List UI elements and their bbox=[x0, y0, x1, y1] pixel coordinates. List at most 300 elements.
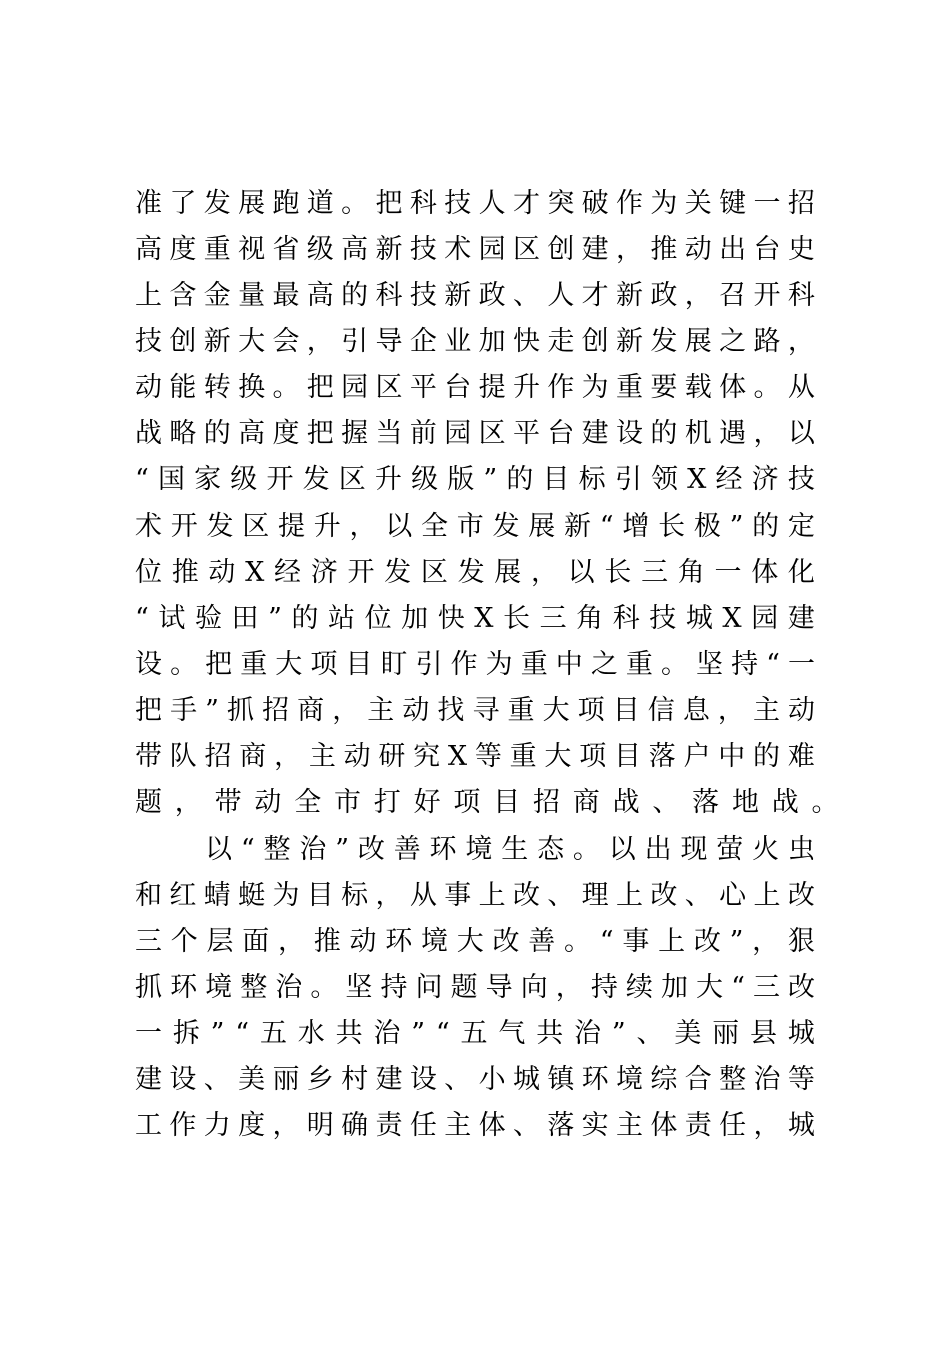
text-glyph: 把 bbox=[135, 695, 162, 727]
text-glyph: 科 bbox=[375, 279, 403, 311]
text-glyph: ， bbox=[272, 1110, 300, 1142]
text-glyph: 改 bbox=[787, 879, 815, 911]
text-glyph: 续 bbox=[625, 971, 653, 1003]
text-glyph: 技 bbox=[444, 187, 472, 219]
text-glyph: 展 bbox=[238, 187, 266, 219]
text-glyph: 项 bbox=[577, 695, 605, 727]
text-glyph: 主 bbox=[444, 1110, 472, 1142]
text-glyph: 三 bbox=[539, 602, 567, 634]
text-glyph: 以 bbox=[385, 510, 413, 542]
text-line bbox=[135, 549, 815, 595]
text-glyph: 红 bbox=[169, 879, 197, 911]
text-glyph: 火 bbox=[752, 833, 780, 865]
text-glyph: 美 bbox=[238, 1064, 266, 1096]
document-body bbox=[135, 180, 839, 1149]
text-glyph: 招 bbox=[532, 787, 560, 819]
text-glyph: 地 bbox=[731, 787, 759, 819]
text-glyph: 改 bbox=[357, 833, 385, 865]
text-glyph: 路 bbox=[753, 325, 781, 357]
text-glyph: 升 bbox=[313, 510, 341, 542]
text-glyph: 的 bbox=[203, 418, 231, 450]
text-glyph: 上 bbox=[478, 879, 506, 911]
text-glyph: 、 bbox=[547, 879, 575, 911]
text-glyph: 能 bbox=[169, 372, 197, 404]
text-glyph: 新 bbox=[203, 325, 231, 357]
text-glyph: 。 bbox=[811, 787, 839, 819]
text-glyph: 视 bbox=[238, 233, 266, 265]
text-glyph: 责 bbox=[684, 1110, 712, 1142]
text-glyph: 设 bbox=[616, 418, 644, 450]
text-glyph: 五 bbox=[460, 1018, 488, 1050]
text-glyph: “ bbox=[731, 971, 745, 1003]
text-glyph: 。 bbox=[660, 648, 688, 680]
text-glyph: 重 bbox=[507, 695, 535, 727]
text-glyph: 市 bbox=[456, 510, 484, 542]
text-glyph: 动 bbox=[343, 741, 371, 773]
text-glyph: 高 bbox=[306, 279, 334, 311]
text-glyph: 全 bbox=[421, 510, 448, 542]
text-glyph: 验 bbox=[194, 602, 222, 634]
text-glyph: 抓 bbox=[227, 695, 254, 727]
text-glyph: 术 bbox=[444, 233, 472, 265]
text-glyph: 目 bbox=[306, 879, 334, 911]
text-glyph: 载 bbox=[684, 372, 712, 404]
text-glyph: ， bbox=[278, 925, 305, 957]
text-glyph: 体 bbox=[650, 1110, 678, 1142]
text-glyph: 动 bbox=[254, 787, 282, 819]
text-glyph: 建 bbox=[375, 1064, 403, 1096]
text-glyph: 面 bbox=[242, 925, 270, 957]
text-glyph: 、 bbox=[203, 1064, 231, 1096]
text-glyph: 。 bbox=[170, 648, 198, 680]
text-glyph: 坚 bbox=[345, 971, 373, 1003]
text-glyph: 态 bbox=[537, 833, 565, 865]
text-glyph: 三 bbox=[641, 556, 669, 588]
text-glyph: 治 bbox=[574, 1018, 602, 1050]
text-glyph: 目 bbox=[345, 648, 373, 680]
text-glyph: 济 bbox=[310, 556, 338, 588]
text-glyph: X bbox=[447, 741, 468, 773]
text-glyph: 招 bbox=[262, 695, 290, 727]
text-glyph: 一 bbox=[714, 556, 742, 588]
text-glyph: 高 bbox=[341, 233, 369, 265]
text-glyph: 中 bbox=[718, 741, 746, 773]
text-glyph: 升 bbox=[374, 464, 402, 496]
paragraph-last-line bbox=[135, 780, 839, 826]
text-glyph: ” bbox=[335, 833, 349, 865]
text-glyph: 落 bbox=[692, 787, 720, 819]
text-glyph: 破 bbox=[581, 187, 609, 219]
text-glyph: “ bbox=[135, 602, 149, 634]
text-glyph: 握 bbox=[341, 418, 369, 450]
text-glyph: 加 bbox=[401, 602, 429, 634]
text-glyph: 五 bbox=[259, 1018, 287, 1050]
text-glyph: 动 bbox=[349, 925, 377, 957]
text-glyph: 会 bbox=[272, 325, 300, 357]
text-glyph: 项 bbox=[579, 741, 607, 773]
text-glyph: 当 bbox=[375, 418, 403, 450]
text-glyph: 动 bbox=[788, 695, 815, 727]
text-glyph: 度 bbox=[272, 418, 300, 450]
text-glyph: 定 bbox=[787, 510, 815, 542]
text-glyph: 环 bbox=[429, 833, 457, 865]
text-glyph: 开 bbox=[347, 556, 375, 588]
text-glyph: 全 bbox=[294, 787, 322, 819]
text-glyph: 题 bbox=[135, 787, 162, 819]
text-glyph: 抓 bbox=[135, 971, 162, 1003]
text-glyph: 找 bbox=[437, 695, 465, 727]
text-glyph: 等 bbox=[787, 1064, 815, 1096]
text-glyph: 盯 bbox=[380, 648, 408, 680]
text-glyph: 实 bbox=[581, 1110, 609, 1142]
text-glyph: 快 bbox=[512, 325, 540, 357]
text-glyph: 展 bbox=[684, 325, 712, 357]
text-glyph: 化 bbox=[787, 556, 815, 588]
text-glyph: 重 bbox=[509, 741, 537, 773]
text-glyph: 科 bbox=[409, 187, 437, 219]
text-glyph: 的 bbox=[650, 418, 678, 450]
text-glyph: 蜻 bbox=[203, 879, 231, 911]
text-glyph: 落 bbox=[547, 1110, 575, 1142]
text-glyph: ， bbox=[752, 925, 780, 957]
text-glyph: 区 bbox=[512, 233, 540, 265]
text-glyph: 的 bbox=[752, 510, 780, 542]
text-glyph: 为 bbox=[581, 372, 609, 404]
text-glyph: 境 bbox=[421, 925, 448, 957]
text-glyph: “ bbox=[599, 925, 614, 957]
text-glyph: 为 bbox=[485, 648, 513, 680]
text-glyph: 的 bbox=[506, 464, 534, 496]
text-glyph: 平 bbox=[512, 418, 540, 450]
text-glyph: 、 bbox=[652, 787, 680, 819]
text-glyph: 、 bbox=[444, 1064, 472, 1096]
text-glyph: 拆 bbox=[172, 1018, 200, 1050]
text-glyph: 出 bbox=[644, 833, 672, 865]
text-glyph: 引 bbox=[415, 648, 443, 680]
text-glyph: 园 bbox=[478, 233, 506, 265]
text-glyph: 大 bbox=[544, 741, 572, 773]
text-glyph: 要 bbox=[650, 372, 678, 404]
text-glyph: 工 bbox=[135, 1110, 162, 1142]
text-glyph: 城 bbox=[787, 1110, 815, 1142]
text-glyph: ” bbox=[268, 602, 282, 634]
text-glyph: 上 bbox=[658, 925, 686, 957]
text-glyph: 加 bbox=[660, 971, 688, 1003]
text-glyph: 政 bbox=[478, 279, 506, 311]
text-glyph: 新 bbox=[375, 233, 403, 265]
text-glyph: 金 bbox=[203, 279, 231, 311]
text-glyph: 任 bbox=[719, 1110, 747, 1142]
text-glyph: 商 bbox=[297, 695, 325, 727]
text-glyph: 把 bbox=[205, 648, 233, 680]
text-glyph: 。 bbox=[564, 925, 591, 957]
text-glyph: 责 bbox=[375, 1110, 403, 1142]
text-glyph: 重 bbox=[520, 648, 548, 680]
text-glyph: 村 bbox=[341, 1064, 369, 1096]
text-glyph: 跑 bbox=[272, 187, 300, 219]
text-glyph: 、 bbox=[512, 279, 540, 311]
text-glyph: 台 bbox=[547, 418, 575, 450]
text-glyph: 展 bbox=[528, 510, 556, 542]
text-glyph: 坚 bbox=[696, 648, 723, 680]
text-glyph: 济 bbox=[751, 464, 779, 496]
text-glyph: 提 bbox=[478, 372, 506, 404]
text-glyph: 上 bbox=[135, 279, 162, 311]
text-glyph: 动 bbox=[402, 695, 430, 727]
text-glyph: 园 bbox=[341, 372, 369, 404]
text-glyph: 共 bbox=[536, 1018, 564, 1050]
text-glyph: 上 bbox=[753, 879, 781, 911]
text-glyph: 标 bbox=[578, 464, 606, 496]
text-glyph: 展 bbox=[494, 556, 522, 588]
text-glyph: 级 bbox=[306, 233, 334, 265]
text-glyph: 发 bbox=[203, 187, 231, 219]
text-glyph: 动 bbox=[684, 233, 712, 265]
text-glyph: 位 bbox=[364, 602, 392, 634]
text-glyph: 道 bbox=[306, 187, 334, 219]
text-glyph: 的 bbox=[291, 602, 319, 634]
text-glyph: 、 bbox=[512, 1110, 540, 1142]
text-glyph: “ bbox=[240, 833, 255, 865]
text-glyph: ， bbox=[753, 418, 781, 450]
text-glyph: 国 bbox=[157, 464, 185, 496]
text-glyph: ， bbox=[787, 325, 815, 357]
text-glyph: 创 bbox=[547, 233, 575, 265]
text-glyph: 上 bbox=[616, 879, 644, 911]
text-glyph: 三 bbox=[752, 971, 780, 1003]
text-glyph: 建 bbox=[581, 233, 609, 265]
text-glyph: ， bbox=[530, 556, 558, 588]
text-glyph: 心 bbox=[719, 879, 747, 911]
text-glyph: 队 bbox=[169, 741, 197, 773]
text-glyph: 推 bbox=[171, 556, 199, 588]
text-glyph: ” bbox=[611, 1018, 626, 1050]
text-glyph: 机 bbox=[684, 418, 712, 450]
text-glyph: 城 bbox=[787, 1018, 815, 1050]
text-glyph: 打 bbox=[373, 787, 401, 819]
text-glyph: 共 bbox=[335, 1018, 363, 1050]
text-glyph: 体 bbox=[719, 372, 747, 404]
text-glyph: 把 bbox=[306, 372, 334, 404]
text-glyph: 手 bbox=[170, 695, 198, 727]
text-line bbox=[135, 457, 815, 503]
text-glyph: 向 bbox=[520, 971, 548, 1003]
text-glyph: 招 bbox=[787, 187, 815, 219]
text-glyph: 站 bbox=[328, 602, 355, 634]
text-glyph: 省 bbox=[272, 233, 300, 265]
text-glyph: 重 bbox=[616, 372, 644, 404]
text-glyph: “ bbox=[135, 464, 149, 496]
text-glyph: 开 bbox=[266, 464, 294, 496]
text-glyph: ， bbox=[174, 787, 202, 819]
text-glyph: 领 bbox=[650, 464, 678, 496]
text-glyph: “ bbox=[435, 1018, 450, 1050]
text-glyph: 科 bbox=[787, 279, 815, 311]
text-glyph: 任 bbox=[409, 1110, 437, 1142]
text-glyph: 键 bbox=[719, 187, 747, 219]
text-glyph: 园 bbox=[751, 602, 779, 634]
text-glyph: 明 bbox=[306, 1110, 334, 1142]
text-glyph: 难 bbox=[787, 741, 815, 773]
text-glyph: 合 bbox=[684, 1064, 712, 1096]
text-glyph: 高 bbox=[135, 233, 162, 265]
text-glyph: 区 bbox=[338, 464, 366, 496]
text-glyph: 治 bbox=[275, 971, 303, 1003]
text-glyph: ， bbox=[375, 879, 403, 911]
text-glyph: 作 bbox=[450, 648, 478, 680]
text-glyph: 好 bbox=[413, 787, 441, 819]
text-glyph: 标 bbox=[341, 879, 369, 911]
text-glyph: 项 bbox=[453, 787, 481, 819]
text-glyph: 一 bbox=[753, 187, 781, 219]
text-glyph: 、 bbox=[684, 879, 712, 911]
text-glyph: 主 bbox=[308, 741, 336, 773]
text-glyph: 改 bbox=[650, 879, 678, 911]
text-glyph: 把 bbox=[306, 418, 334, 450]
text-glyph: 动 bbox=[135, 372, 162, 404]
text-glyph: 究 bbox=[413, 741, 441, 773]
text-glyph: ， bbox=[332, 695, 360, 727]
text-glyph: ， bbox=[616, 233, 644, 265]
text-glyph: 大 bbox=[542, 695, 570, 727]
text-glyph: “ bbox=[766, 648, 780, 680]
text-glyph: 术 bbox=[135, 510, 162, 542]
text-glyph: 力 bbox=[203, 1110, 231, 1142]
text-glyph: 目 bbox=[612, 695, 640, 727]
text-glyph: 目 bbox=[542, 464, 570, 496]
text-glyph: 以 bbox=[205, 833, 232, 865]
text-glyph: 作 bbox=[547, 372, 575, 404]
text-glyph: ” bbox=[483, 464, 498, 496]
text-glyph: 新 bbox=[616, 325, 644, 357]
text-line bbox=[135, 918, 815, 964]
text-line bbox=[135, 734, 815, 780]
text-glyph: 环 bbox=[385, 925, 413, 957]
text-glyph: 区 bbox=[420, 556, 448, 588]
text-glyph: X bbox=[722, 602, 742, 634]
text-glyph: 召 bbox=[719, 279, 747, 311]
text-glyph: 。 bbox=[341, 187, 369, 219]
text-glyph: 。 bbox=[272, 372, 300, 404]
text-glyph: 转 bbox=[203, 372, 231, 404]
text-glyph: 设 bbox=[169, 1064, 197, 1096]
text-glyph: 版 bbox=[447, 464, 475, 496]
text-glyph: 走 bbox=[547, 325, 575, 357]
text-glyph: 技 bbox=[409, 233, 437, 265]
text-glyph: 推 bbox=[650, 233, 678, 265]
text-glyph: 个 bbox=[170, 925, 198, 957]
text-glyph: 设 bbox=[409, 1064, 437, 1096]
text-glyph: 以 bbox=[787, 418, 815, 450]
text-line bbox=[135, 1103, 815, 1149]
text-glyph: 新 bbox=[616, 279, 644, 311]
text-glyph: 经 bbox=[715, 464, 743, 496]
text-glyph: 目 bbox=[613, 741, 641, 773]
text-glyph: 大 bbox=[275, 648, 303, 680]
text-glyph: 改 bbox=[788, 971, 815, 1003]
text-glyph: 大 bbox=[696, 971, 723, 1003]
text-glyph: 战 bbox=[771, 787, 799, 819]
text-glyph: 建 bbox=[787, 602, 815, 634]
text-glyph: 理 bbox=[581, 879, 609, 911]
text-glyph: 项 bbox=[310, 648, 338, 680]
text-glyph: 为 bbox=[650, 187, 678, 219]
text-glyph: 事 bbox=[622, 925, 650, 957]
text-glyph: 事 bbox=[444, 879, 472, 911]
text-glyph: 加 bbox=[478, 325, 506, 357]
text-glyph: 出 bbox=[719, 233, 747, 265]
text-glyph: 极 bbox=[693, 510, 721, 542]
text-line bbox=[135, 411, 815, 457]
text-glyph: 发 bbox=[650, 325, 678, 357]
text-glyph: 境 bbox=[465, 833, 493, 865]
text-glyph: 改 bbox=[693, 925, 721, 957]
text-glyph: 科 bbox=[612, 602, 640, 634]
text-glyph: 区 bbox=[375, 372, 403, 404]
text-glyph: ， bbox=[274, 741, 302, 773]
text-glyph: 准 bbox=[135, 187, 162, 219]
text-glyph: 企 bbox=[409, 325, 437, 357]
text-line bbox=[135, 1057, 815, 1103]
text-glyph: 研 bbox=[378, 741, 406, 773]
text-glyph: 目 bbox=[493, 787, 521, 819]
text-glyph: 水 bbox=[297, 1018, 325, 1050]
text-glyph: 重 bbox=[625, 648, 653, 680]
text-glyph: 生 bbox=[501, 833, 529, 865]
text-glyph: 略 bbox=[169, 418, 197, 450]
text-glyph: 高 bbox=[238, 418, 266, 450]
text-glyph: 改 bbox=[512, 879, 540, 911]
text-glyph: 城 bbox=[685, 602, 713, 634]
text-glyph: “ bbox=[599, 510, 614, 542]
text-glyph: 息 bbox=[682, 695, 710, 727]
text-glyph: 才 bbox=[512, 187, 540, 219]
text-glyph: 蜓 bbox=[238, 879, 266, 911]
text-glyph: 主 bbox=[367, 695, 395, 727]
text-glyph: 引 bbox=[341, 325, 369, 357]
text-line bbox=[135, 503, 815, 549]
text-glyph: 作 bbox=[169, 1110, 197, 1142]
text-glyph: X bbox=[474, 602, 494, 634]
text-glyph: 设 bbox=[135, 648, 162, 680]
text-glyph: 善 bbox=[528, 925, 556, 957]
text-glyph: 。 bbox=[310, 971, 338, 1003]
text-glyph: 开 bbox=[753, 279, 781, 311]
text-line bbox=[135, 595, 815, 641]
text-glyph: 园 bbox=[444, 418, 472, 450]
text-glyph: 把 bbox=[375, 187, 403, 219]
text-glyph: 。 bbox=[572, 833, 600, 865]
text-glyph: 整 bbox=[263, 833, 291, 865]
text-glyph: 气 bbox=[498, 1018, 526, 1050]
paragraph-first-line bbox=[135, 826, 815, 872]
text-glyph: 战 bbox=[135, 418, 162, 450]
text-glyph: 从 bbox=[787, 372, 815, 404]
text-glyph: 发 bbox=[206, 510, 234, 542]
text-glyph: 遇 bbox=[719, 418, 747, 450]
text-glyph: 换 bbox=[238, 372, 266, 404]
text-glyph: 以 bbox=[608, 833, 636, 865]
text-glyph: 最 bbox=[272, 279, 300, 311]
text-glyph: 史 bbox=[787, 233, 815, 265]
text-glyph: 带 bbox=[214, 787, 242, 819]
text-glyph: 技 bbox=[649, 602, 677, 634]
text-glyph: 乡 bbox=[306, 1064, 334, 1096]
text-glyph: 小 bbox=[478, 1064, 506, 1096]
text-glyph: 城 bbox=[512, 1064, 540, 1096]
text-glyph: 善 bbox=[393, 833, 421, 865]
text-glyph: 技 bbox=[135, 325, 162, 357]
